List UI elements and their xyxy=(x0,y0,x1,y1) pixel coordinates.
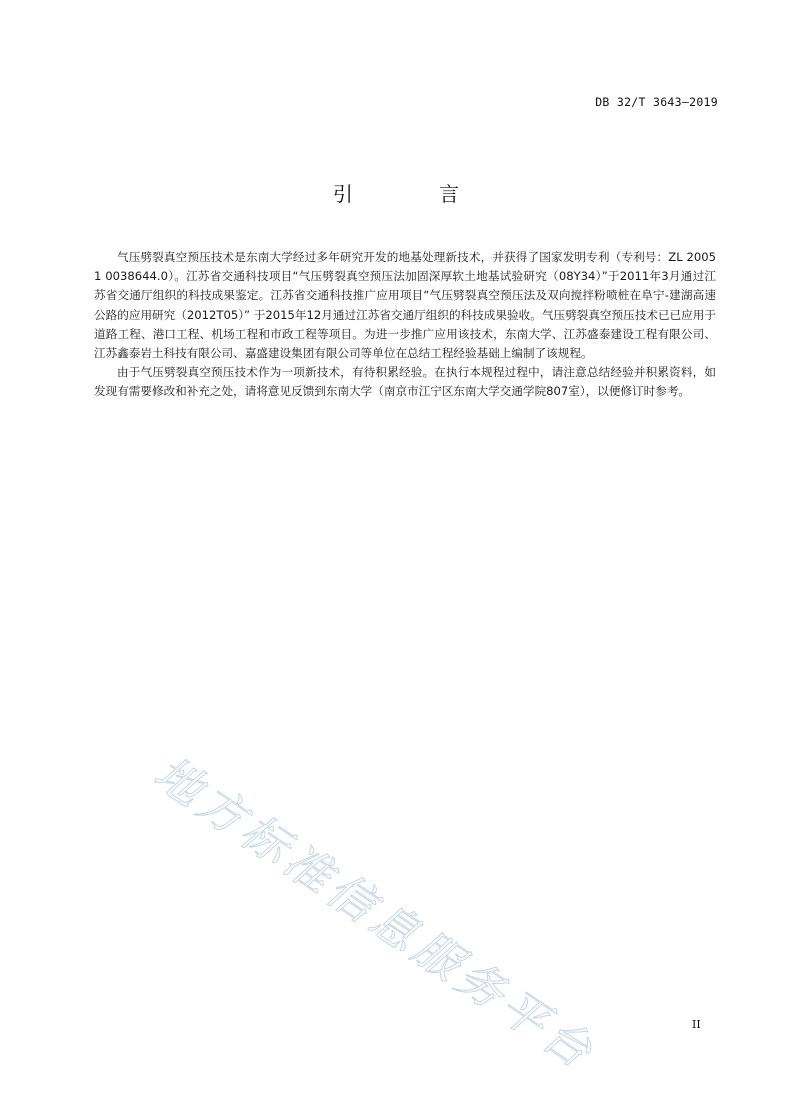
standard-code: DB 32/T 3643—2019 xyxy=(595,95,718,109)
page-title: 引 言 xyxy=(332,182,500,206)
page-number: II xyxy=(692,1018,701,1031)
watermark: 地方标准信息服务平台 xyxy=(144,745,607,1082)
paragraph-1: 气压劈裂真空预压技术是东南大学经过多年研究开发的地基处理新技术，并获得了国家发明专利（专利号：ZL 2005 1 0038644.0）。江苏省交通科技项目“气压劈裂真空预压法加固深厚软土地基试验研究（08Y34）”于2011年3月通过江苏省交通厅组织的科技成果鉴定。江苏省交通科技推广应用项目“气压劈裂真空预压法及双向搅拌粉喷桩在阜宁-建湖高速公路的应用研究（2012T05）” 于2015年12月通过江苏省交通厅组织的科技成果验收。气压劈裂真空预压技术已已应用于道路工程、港口工程、机场工程和市政工程等项目。为进一步推广应用该技术，东南大学、江苏盛泰建设工程有限公司、江苏鑫泰岩土科技有限公司、嘉盛建设集团有限公司等单位在总结工程经验基础上编制了该规程。 xyxy=(94,250,716,361)
body-text xyxy=(94,248,716,402)
paragraph-2: 由于气压劈裂真空预压技术作为一项新技术，有待积累经验。在执行本规程过程中，请注意总结经验并积累资料，如发现有需要修改和补充之处，请将意见反馈到东南大学（南京市江宁区东南大学交通学院807室），以便修订时参考。 xyxy=(94,365,716,399)
